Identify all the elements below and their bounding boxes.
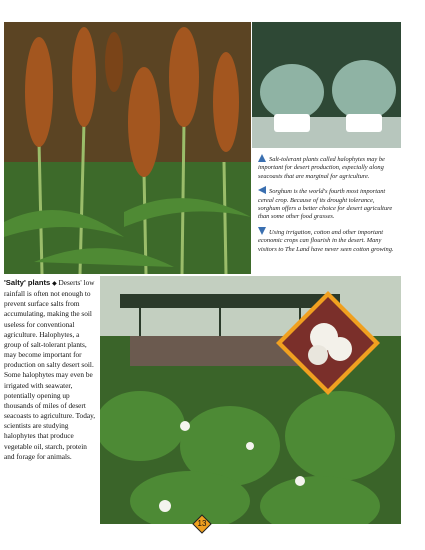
- caption-text: Using irrigation, cotton and other important economic crops can flourish in the desert. Many visitors to The Land have never seen cotton growing.: [258, 228, 394, 253]
- sidebar-heading: 'Salty' plants: [4, 278, 51, 287]
- sidebar-body: Deserts' low rainfall is often not enough to prevent surface salts from accumulating, making the soil useless for conventional agriculture. Halophytes, a group of salt-tolerant plants, may become important for production on salty desert soil. Some halophytes may even be irrigated with seawater, potentially opening up thousands of miles of desert seacoasts to agriculture. Today, scientists are studying halophytes that produce vegetable oil, starch, protein and forage for animals.: [4, 278, 96, 461]
- diamond-bullet-icon: ◆: [52, 281, 57, 287]
- page-number-badge: [192, 514, 212, 534]
- caption-cotton: [258, 227, 397, 254]
- sidebar-paragraph: [4, 278, 98, 462]
- greenhouse-photo: [100, 276, 401, 524]
- sorghum-illustration: [4, 22, 251, 274]
- caption-text: Sorghum is the world's fourth most important cereal crop. Because of its drought tolerance, sorghum offers a better choice for desert agriculture than some other food grasses.: [258, 188, 393, 221]
- triangle-down-icon: [258, 227, 266, 235]
- caption-halophytes: [258, 154, 397, 181]
- greenhouse-illustration: [100, 276, 401, 524]
- page-number: 13: [197, 519, 207, 528]
- triangle-up-icon: [258, 154, 266, 162]
- halophyte-photo: [252, 22, 401, 148]
- sidebar-text: [4, 278, 98, 524]
- halophyte-illustration: [252, 22, 401, 148]
- caption-sorghum: [258, 186, 397, 222]
- caption-text: Salt-tolerant plants called halophytes may be important for desert production, especially along seacoasts that are marginal for agriculture.: [258, 156, 385, 180]
- triangle-left-icon: [258, 186, 266, 194]
- caption-box: [252, 148, 401, 274]
- sorghum-photo: [4, 22, 251, 274]
